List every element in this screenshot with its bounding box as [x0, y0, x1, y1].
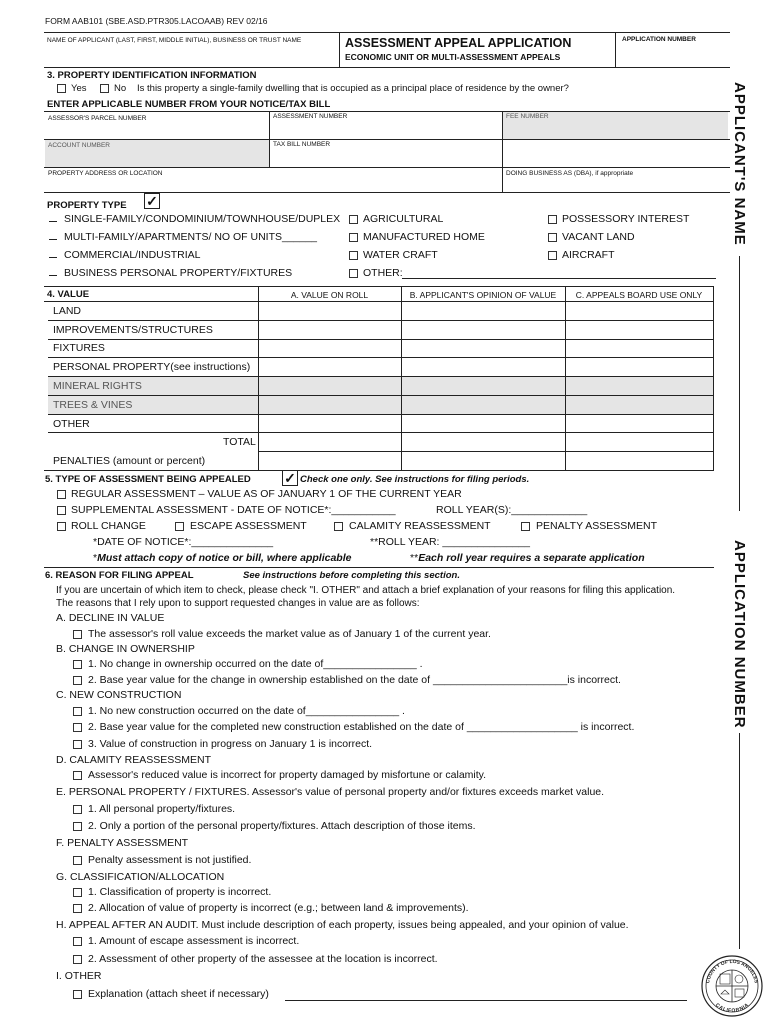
roll-year: **ROLL YEAR: _______________: [370, 536, 530, 548]
col-applicant-opinion: B. APPLICANT'S OPINION OF VALUE: [409, 290, 557, 300]
pt-agricultural: AGRICULTURAL: [363, 213, 444, 225]
pt-possessory: POSSESSORY INTEREST: [562, 213, 690, 225]
pt-manufactured-checkbox[interactable]: [349, 233, 358, 242]
calamity-reassessment: CALAMITY REASSESSMENT: [349, 520, 491, 532]
value-row-mineral: MINERAL RIGHTS: [53, 380, 142, 392]
enter-number-label: ENTER APPLICABLE NUMBER FROM YOUR NOTICE/TAX BILL: [47, 99, 331, 110]
section-5-title: 5. TYPE OF ASSESSMENT BEING APPEALED: [45, 474, 251, 485]
value-row-land: LAND: [53, 305, 82, 317]
reason-i1-checkbox[interactable]: [73, 990, 82, 999]
col-board-use: C. APPEALS BOARD USE ONLY: [575, 290, 703, 300]
dba-label: DOING BUSINESS AS (DBA), if appropriate: [506, 170, 634, 177]
yes-checkbox[interactable]: [57, 84, 66, 93]
pt-commercial: COMMERCIAL/INDUSTRIAL: [64, 249, 201, 261]
value-row-trees: TREES & VINES: [53, 399, 133, 411]
section-5-checkmark: ✓: [282, 470, 298, 486]
tax-bill-label: TAX BILL NUMBER: [273, 141, 331, 148]
pt-business-personal: BUSINESS PERSONAL PROPERTY/FIXTURES: [64, 267, 293, 279]
pt-multi-family: MULTI-FAMILY/APARTMENTS/ NO OF UNITS______: [64, 231, 318, 243]
pt-other-checkbox[interactable]: [349, 269, 358, 278]
pt-possessory-checkbox[interactable]: [548, 215, 557, 224]
reason-g: G. CLASSIFICATION/ALLOCATION: [56, 871, 225, 883]
yes-label: Yes: [71, 83, 87, 94]
applicant-name-field[interactable]: [46, 46, 338, 66]
reason-g2: 2. Allocation of value of property is incorrect (e.g.; between land & improvements).: [88, 902, 469, 914]
reason-c3-checkbox[interactable]: [73, 740, 82, 749]
pt-manufactured: MANUFACTURED HOME: [363, 231, 485, 243]
reason-b2: 2. Base year value for the change in ownership established on the date of _______________________is incorrect.: [88, 674, 621, 686]
reason-e1: 1. All personal property/fixtures.: [88, 803, 236, 815]
reason-b2-checkbox[interactable]: [73, 676, 82, 685]
value-row-personal: PERSONAL PROPERTY(see instructions): [53, 361, 251, 373]
application-number-label: APPLICATION NUMBER: [622, 36, 696, 43]
section-6-see: See instructions before completing this section.: [243, 570, 460, 581]
property-address-label: PROPERTY ADDRESS OR LOCATION: [48, 170, 163, 177]
col-value-on-roll: A. VALUE ON ROLL: [290, 290, 369, 300]
pt-vacant-land: VACANT LAND: [562, 231, 635, 243]
value-row-fixtures: FIXTURES: [53, 342, 105, 354]
form-id: FORM AAB101 (SBE.ASD.PTR305.LACOAAB) REV 02/16: [45, 16, 268, 26]
reason-c: C. NEW CONSTRUCTION: [56, 689, 182, 701]
calamity-checkbox[interactable]: [334, 522, 343, 531]
escape-assessment: ESCAPE ASSESSMENT: [190, 520, 307, 532]
pt-watercraft-checkbox[interactable]: [349, 251, 358, 260]
regular-checkbox[interactable]: [57, 490, 66, 499]
reason-c2: 2. Base year value for the completed new construction established on the date of ___________________ is incorrect.: [88, 721, 635, 733]
roll-years: ROLL YEAR(S):_____________: [436, 504, 588, 516]
reason-d1-checkbox[interactable]: [73, 771, 82, 780]
pt-other: OTHER:: [363, 267, 403, 279]
reason-e: E. PERSONAL PROPERTY / FIXTURES. Assessor's value of personal property and/or fixtures exceeds market value.: [56, 786, 605, 798]
reason-b1-checkbox[interactable]: [73, 660, 82, 669]
application-number-vertical: APPLICATION NUMBER: [731, 540, 748, 729]
reason-c2-checkbox[interactable]: [73, 723, 82, 732]
reason-c1-checkbox[interactable]: [73, 707, 82, 716]
account-number-label: ACCOUNT NUMBER: [48, 142, 110, 149]
section-6-intro-2: The reasons that I rely upon to support requested changes in value are as follows:: [56, 598, 420, 609]
reason-h1: 1. Amount of escape assessment is incorrect.: [88, 935, 300, 947]
form-title: ASSESSMENT APPEAL APPLICATION: [345, 36, 572, 50]
application-number-field[interactable]: [620, 46, 729, 66]
value-row-other: OTHER: [53, 418, 90, 430]
reason-i: I. OTHER: [56, 970, 102, 982]
section-5-note: Check one only. See instructions for filing periods.: [300, 474, 530, 485]
no-checkbox[interactable]: [100, 84, 109, 93]
reason-h: H. APPEAL AFTER AN AUDIT. Must include description of each property, issues being appealed, and your opinion of value.: [56, 919, 629, 931]
reason-a: A. DECLINE IN VALUE: [56, 612, 165, 624]
reason-h2-checkbox[interactable]: [73, 955, 82, 964]
reason-g1-checkbox[interactable]: [73, 888, 82, 897]
property-type-checkmark: ✓: [144, 193, 160, 209]
section-6-intro-1: If you are uncertain of which item to check, please check "I. OTHER" and attach a brief explanation of your reasons for filing this application.: [56, 585, 676, 596]
penalty-assessment: PENALTY ASSESSMENT: [536, 520, 657, 532]
assessment-number-label: ASSESSMENT NUMBER: [273, 113, 348, 120]
escape-checkbox[interactable]: [175, 522, 184, 531]
reason-c3: 3. Value of construction in progress on January 1 is incorrect.: [88, 738, 373, 750]
reason-b1: 1. No change in ownership occurred on the date of________________ .: [88, 658, 423, 670]
roll-change-checkbox[interactable]: [57, 522, 66, 531]
reason-d: D. CALAMITY REASSESSMENT: [56, 754, 212, 766]
value-row-penalties: PENALTIES (amount or percent): [53, 455, 206, 467]
date-of-notice: *DATE OF NOTICE*:______________: [93, 536, 274, 548]
must-attach-prefix: *: [93, 552, 98, 564]
must-attach-note: Must attach copy of notice or bill, where applicable: [97, 552, 352, 564]
pt-agricultural-checkbox[interactable]: [349, 215, 358, 224]
value-row-improvements: IMPROVEMENTS/STRUCTURES: [53, 324, 213, 336]
section-6-title: 6. REASON FOR FILING APPEAL: [45, 570, 194, 581]
pt-single-family: SINGLE-FAMILY/CONDOMINIUM/TOWNHOUSE/DUPLEX: [64, 213, 341, 225]
seal-bottom-text: CALIFORNIA: [714, 1002, 750, 1015]
reason-g1: 1. Classification of property is incorrect.: [88, 886, 272, 898]
reason-g2-checkbox[interactable]: [73, 904, 82, 913]
pt-watercraft: WATER CRAFT: [363, 249, 438, 261]
value-row-total: TOTAL: [223, 436, 256, 448]
seal-top-text: COUNTY OF LOS ANGELES: [705, 958, 759, 984]
fee-number-label: FEE NUMBER: [506, 113, 549, 120]
pt-aircraft: AIRCRAFT: [562, 249, 615, 261]
reason-f1: Penalty assessment is not justified.: [88, 854, 252, 866]
county-seal: [700, 954, 764, 1018]
supplemental-checkbox[interactable]: [57, 506, 66, 515]
form-subtitle: ECONOMIC UNIT OR MULTI-ASSESSMENT APPEALS: [345, 52, 561, 62]
each-roll-note: Each roll year requires a separate application: [418, 552, 645, 564]
reason-f: F. PENALTY ASSESSMENT: [56, 837, 189, 849]
reason-e2: 2. Only a portion of the personal property/fixtures. Attach description of those items.: [88, 820, 476, 832]
each-roll-prefix: **: [410, 552, 419, 564]
roll-change: ROLL CHANGE: [71, 520, 146, 532]
section-3-title: 3. PROPERTY IDENTIFICATION INFORMATION: [47, 70, 257, 81]
parcel-label: ASSESSOR'S PARCEL NUMBER: [48, 115, 147, 122]
reason-d1: Assessor's reduced value is incorrect for property damaged by misfortune or calamity.: [88, 769, 487, 781]
section-4-title: 4. VALUE: [47, 289, 90, 300]
reason-c1: 1. No new construction occurred on the date of________________ .: [88, 705, 405, 717]
regular-assessment: REGULAR ASSESSMENT – VALUE AS OF JANUARY 1 OF THE CURRENT YEAR: [71, 488, 462, 500]
reason-h2: 2. Assessment of other property of the assessee at the location is incorrect.: [88, 953, 438, 965]
svg-text:CALIFORNIA: [714, 1002, 750, 1014]
penalty-checkbox[interactable]: [521, 522, 530, 531]
reason-h1-checkbox[interactable]: [73, 937, 82, 946]
pt-aircraft-checkbox[interactable]: [548, 251, 557, 260]
applicants-name-vertical: APPLICANT'S NAME: [731, 82, 748, 246]
reason-i1: Explanation (attach sheet if necessary): [88, 988, 269, 1000]
pt-vacant-checkbox[interactable]: [548, 233, 557, 242]
supplemental-assessment: SUPPLEMENTAL ASSESSMENT - DATE OF NOTICE*:___________: [71, 504, 396, 516]
property-type-title: PROPERTY TYPE: [47, 200, 127, 211]
no-label: No: [114, 83, 127, 94]
reason-b: B. CHANGE IN OWNERSHIP: [56, 643, 195, 655]
applicant-name-label: NAME OF APPLICANT (LAST, FIRST, MIDDLE INITIAL), BUSINESS OR TRUST NAME: [47, 37, 302, 44]
owner-occupied-question: Is this property a single-family dwelling that is occupied as a principal place of residence by the owner?: [137, 83, 569, 94]
reason-a1-checkbox[interactable]: [73, 630, 82, 639]
reason-a1: The assessor's roll value exceeds the market value as of January 1 of the current year.: [88, 628, 491, 640]
reason-f1-checkbox[interactable]: [73, 856, 82, 865]
reason-e1-checkbox[interactable]: [73, 805, 82, 814]
reason-e2-checkbox[interactable]: [73, 822, 82, 831]
